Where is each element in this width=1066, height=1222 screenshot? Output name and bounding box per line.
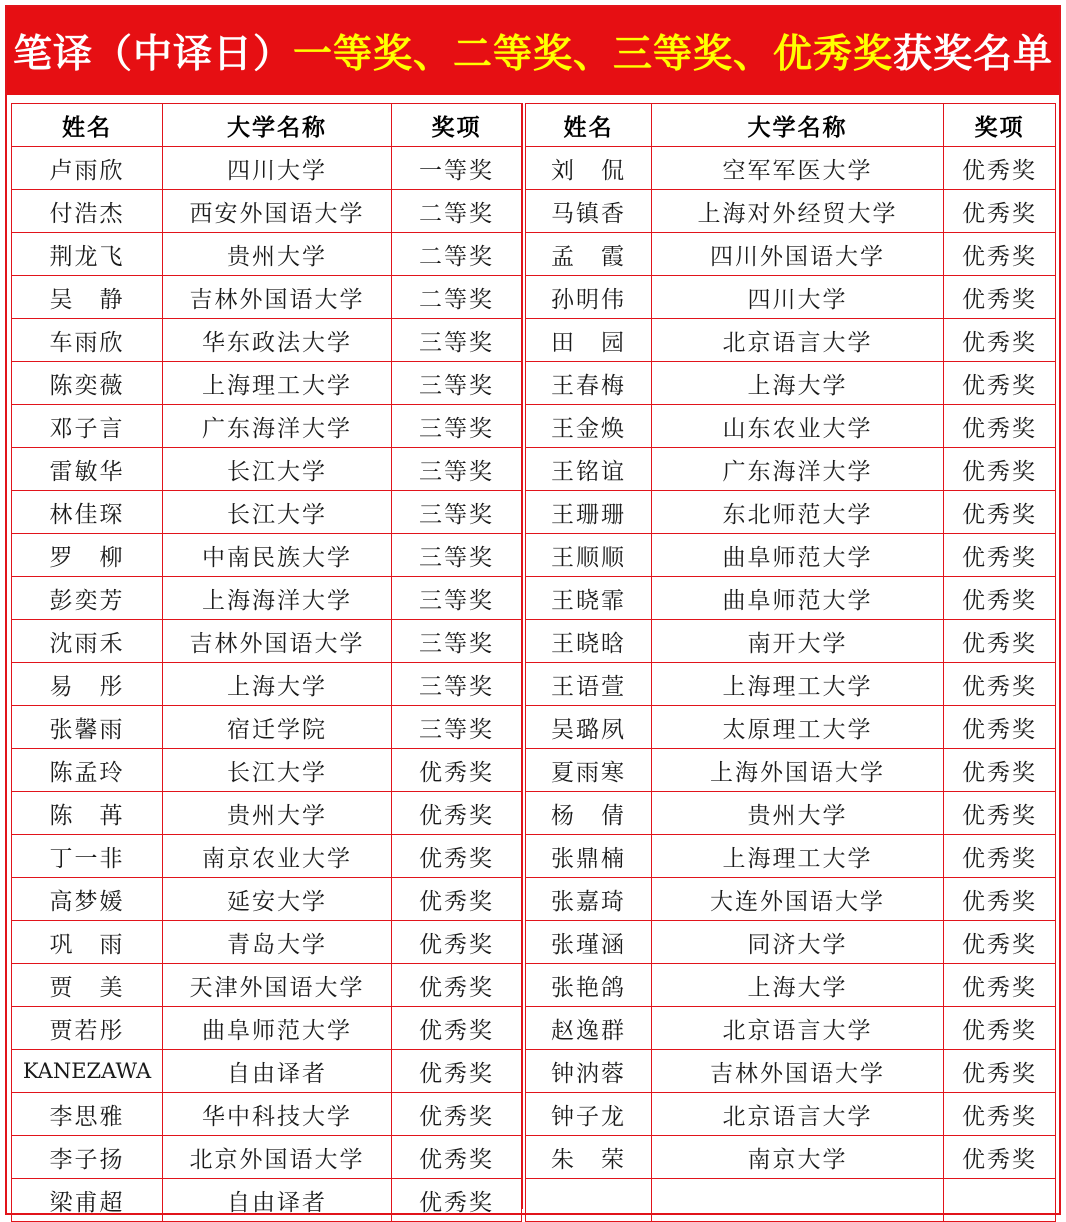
cell-university: 空军军医大学: [652, 147, 944, 190]
cell-university: 长江大学: [163, 448, 392, 491]
cell-university: 曲阜师范大学: [652, 577, 944, 620]
cell-university: 吉林外国语大学: [163, 276, 392, 319]
cell-award: 三等奖: [392, 663, 522, 706]
cell-name: 夏雨寒: [526, 749, 652, 792]
cell-award: 优秀奖: [944, 792, 1056, 835]
cell-university: 吉林外国语大学: [163, 620, 392, 663]
cell-university: 广东海洋大学: [163, 405, 392, 448]
cell-award: 优秀奖: [392, 1136, 522, 1179]
table-row: [12, 190, 522, 233]
cell-name: 张馨雨: [12, 706, 163, 749]
table-row: [526, 276, 1056, 319]
cell-name: 钟汭蓉: [526, 1050, 652, 1093]
cell-university: 大连外国语大学: [652, 878, 944, 921]
cell-university: 四川外国语大学: [652, 233, 944, 276]
right-header-row: [526, 104, 1056, 147]
cell-award: 优秀奖: [392, 964, 522, 1007]
cell-university: 华东政法大学: [163, 319, 392, 362]
cell-award: 优秀奖: [944, 1050, 1056, 1093]
cell-university: 上海大学: [652, 362, 944, 405]
cell-university: 延安大学: [163, 878, 392, 921]
cell-university: 宿迁学院: [163, 706, 392, 749]
table-row: [526, 620, 1056, 663]
column-divider: [521, 103, 523, 1209]
cell-name: 梁甫超: [12, 1179, 163, 1222]
table-row: [12, 577, 522, 620]
cell-name: 林佳琛: [12, 491, 163, 534]
cell-award: 优秀奖: [944, 577, 1056, 620]
cell-award: 三等奖: [392, 534, 522, 577]
cell-university: 贵州大学: [652, 792, 944, 835]
cell-university: 上海大学: [163, 663, 392, 706]
cell-university: 北京语言大学: [652, 1007, 944, 1050]
table-row: [526, 448, 1056, 491]
table-row: [12, 1136, 522, 1179]
table-row: [12, 921, 522, 964]
cell-award: 优秀奖: [392, 749, 522, 792]
cell-name: [526, 1179, 652, 1222]
cell-award: 优秀奖: [944, 319, 1056, 362]
cell-award: 三等奖: [392, 577, 522, 620]
header-name: 姓名: [12, 104, 163, 147]
header-award: 奖项: [944, 104, 1056, 147]
cell-name: 荆龙飞: [12, 233, 163, 276]
cell-award: 优秀奖: [392, 921, 522, 964]
cell-award: 一等奖: [392, 147, 522, 190]
cell-name: KANEZAWA: [12, 1050, 163, 1093]
table-row: [526, 319, 1056, 362]
table-row: [12, 233, 522, 276]
cell-award: 优秀奖: [944, 620, 1056, 663]
cell-name: 沈雨禾: [12, 620, 163, 663]
table-row: [526, 706, 1056, 749]
award-tables: [7, 95, 1059, 1216]
cell-university: 南京大学: [652, 1136, 944, 1179]
table-row: [526, 964, 1056, 1007]
cell-award: 三等奖: [392, 319, 522, 362]
cell-award: 优秀奖: [944, 233, 1056, 276]
table-row: [526, 792, 1056, 835]
cell-name: 罗 柳: [12, 534, 163, 577]
cell-award: 二等奖: [392, 190, 522, 233]
cell-award: 二等奖: [392, 276, 522, 319]
cell-university: 四川大学: [163, 147, 392, 190]
table-row: [12, 1007, 522, 1050]
table-row: [526, 921, 1056, 964]
cell-name: 巩 雨: [12, 921, 163, 964]
cell-name: 高梦媛: [12, 878, 163, 921]
title-prefix: 笔译（中译日）: [12, 31, 293, 77]
cell-name: 张艳鸽: [526, 964, 652, 1007]
cell-university: 华中科技大学: [163, 1093, 392, 1136]
cell-name: 王珊珊: [526, 491, 652, 534]
table-row: [526, 362, 1056, 405]
cell-university: 山东农业大学: [652, 405, 944, 448]
table-row: [526, 1050, 1056, 1093]
table-row: [12, 1050, 522, 1093]
table-row: [526, 749, 1056, 792]
cell-award: 优秀奖: [392, 878, 522, 921]
cell-award: 三等奖: [392, 362, 522, 405]
cell-name: 贾 美: [12, 964, 163, 1007]
cell-university: 北京语言大学: [652, 1093, 944, 1136]
cell-name: 赵逸群: [526, 1007, 652, 1050]
table-row: [12, 964, 522, 1007]
title-banner: [7, 7, 1059, 95]
cell-name: 李子扬: [12, 1136, 163, 1179]
cell-name: 陈孟玲: [12, 749, 163, 792]
document-frame: [5, 5, 1061, 1215]
cell-university: 自由译者: [163, 1179, 392, 1222]
cell-award: 优秀奖: [944, 1136, 1056, 1179]
cell-university: 吉林外国语大学: [652, 1050, 944, 1093]
cell-award: 优秀奖: [944, 491, 1056, 534]
cell-award: 优秀奖: [944, 921, 1056, 964]
cell-name: 易 彤: [12, 663, 163, 706]
cell-award: 优秀奖: [944, 964, 1056, 1007]
table-row: [526, 190, 1056, 233]
table-row: [526, 663, 1056, 706]
table-row: [12, 491, 522, 534]
table-row: [12, 448, 522, 491]
left-table-body: [12, 147, 522, 1222]
cell-university: 上海海洋大学: [163, 577, 392, 620]
cell-name: 车雨欣: [12, 319, 163, 362]
cell-award: 优秀奖: [944, 147, 1056, 190]
left-award-table: [11, 103, 522, 1222]
cell-name: 钟子龙: [526, 1093, 652, 1136]
table-row: [526, 577, 1056, 620]
table-row: [526, 405, 1056, 448]
cell-name: 吴璐夙: [526, 706, 652, 749]
table-row: [526, 534, 1056, 577]
cell-award: 优秀奖: [944, 1093, 1056, 1136]
cell-university: 青岛大学: [163, 921, 392, 964]
cell-award: 优秀奖: [944, 534, 1056, 577]
cell-award: 优秀奖: [392, 1007, 522, 1050]
table-row: [12, 405, 522, 448]
table-row: [12, 663, 522, 706]
table-row: [12, 835, 522, 878]
cell-name: 李思雅: [12, 1093, 163, 1136]
cell-university: [652, 1179, 944, 1222]
table-row: [526, 491, 1056, 534]
cell-name: 王春梅: [526, 362, 652, 405]
cell-name: 王顺顺: [526, 534, 652, 577]
cell-university: 北京外国语大学: [163, 1136, 392, 1179]
cell-university: 上海理工大学: [652, 663, 944, 706]
cell-award: 二等奖: [392, 233, 522, 276]
table-row: [526, 1007, 1056, 1050]
table-row: [526, 147, 1056, 190]
cell-award: 三等奖: [392, 706, 522, 749]
header-award: 奖项: [392, 104, 522, 147]
table-row: [12, 534, 522, 577]
cell-award: 优秀奖: [392, 1179, 522, 1222]
cell-name: 张嘉琦: [526, 878, 652, 921]
cell-award: 优秀奖: [944, 448, 1056, 491]
cell-university: 北京语言大学: [652, 319, 944, 362]
table-row: [526, 878, 1056, 921]
cell-award: 三等奖: [392, 448, 522, 491]
cell-name: 陈奕薇: [12, 362, 163, 405]
table-row: [12, 706, 522, 749]
cell-name: 王铭谊: [526, 448, 652, 491]
cell-name: 贾若彤: [12, 1007, 163, 1050]
cell-university: 太原理工大学: [652, 706, 944, 749]
cell-name: 张瑾涵: [526, 921, 652, 964]
cell-name: 陈 苒: [12, 792, 163, 835]
table-row: [526, 233, 1056, 276]
cell-university: 上海理工大学: [652, 835, 944, 878]
cell-university: 贵州大学: [163, 233, 392, 276]
table-row: [12, 620, 522, 663]
cell-name: 丁一非: [12, 835, 163, 878]
cell-university: 东北师范大学: [652, 491, 944, 534]
table-row: [12, 1093, 522, 1136]
header-university: 大学名称: [163, 104, 392, 147]
cell-award: 优秀奖: [944, 362, 1056, 405]
table-row: [526, 1136, 1056, 1179]
cell-university: 长江大学: [163, 749, 392, 792]
cell-university: 广东海洋大学: [652, 448, 944, 491]
title-suffix: 获奖名单: [893, 31, 1054, 77]
cell-university: 南京农业大学: [163, 835, 392, 878]
cell-university: 南开大学: [652, 620, 944, 663]
cell-name: 付浩杰: [12, 190, 163, 233]
cell-university: 贵州大学: [163, 792, 392, 835]
cell-name: 田 园: [526, 319, 652, 362]
table-row: [12, 792, 522, 835]
cell-award: 三等奖: [392, 620, 522, 663]
cell-name: 马镇香: [526, 190, 652, 233]
cell-name: 王金焕: [526, 405, 652, 448]
cell-university: 天津外国语大学: [163, 964, 392, 1007]
cell-name: 张鼎楠: [526, 835, 652, 878]
table-row: [12, 319, 522, 362]
table-row: [12, 749, 522, 792]
cell-award: 三等奖: [392, 491, 522, 534]
cell-award: 优秀奖: [944, 405, 1056, 448]
cell-university: 上海外国语大学: [652, 749, 944, 792]
cell-university: 西安外国语大学: [163, 190, 392, 233]
cell-award: 优秀奖: [944, 1007, 1056, 1050]
table-row: [526, 835, 1056, 878]
cell-award: 三等奖: [392, 405, 522, 448]
cell-name: 王晓霏: [526, 577, 652, 620]
cell-name: 邓子言: [12, 405, 163, 448]
cell-university: 上海大学: [652, 964, 944, 1007]
cell-award: 优秀奖: [392, 1093, 522, 1136]
header-university: 大学名称: [652, 104, 944, 147]
table-row: [526, 1093, 1056, 1136]
table-row: [12, 878, 522, 921]
cell-name: 王晓晗: [526, 620, 652, 663]
cell-university: 同济大学: [652, 921, 944, 964]
table-row: [12, 276, 522, 319]
cell-name: 朱 荣: [526, 1136, 652, 1179]
cell-award: 优秀奖: [944, 190, 1056, 233]
cell-university: 四川大学: [652, 276, 944, 319]
cell-award: 优秀奖: [944, 276, 1056, 319]
cell-award: 优秀奖: [392, 792, 522, 835]
cell-award: 优秀奖: [392, 1050, 522, 1093]
cell-name: 王语萱: [526, 663, 652, 706]
cell-university: 自由译者: [163, 1050, 392, 1093]
right-award-table: [525, 103, 1056, 1222]
cell-name: 刘 侃: [526, 147, 652, 190]
cell-university: 曲阜师范大学: [163, 1007, 392, 1050]
cell-name: 卢雨欣: [12, 147, 163, 190]
cell-award: 优秀奖: [944, 749, 1056, 792]
cell-university: 曲阜师范大学: [652, 534, 944, 577]
table-row: [12, 1179, 522, 1222]
title-highlight: 一等奖、二等奖、三等奖、优秀奖: [292, 31, 893, 77]
cell-award: 优秀奖: [392, 835, 522, 878]
cell-name: 雷敏华: [12, 448, 163, 491]
cell-award: 优秀奖: [944, 878, 1056, 921]
cell-name: 彭奕芳: [12, 577, 163, 620]
table-row: [12, 147, 522, 190]
cell-university: 中南民族大学: [163, 534, 392, 577]
header-name: 姓名: [526, 104, 652, 147]
cell-name: 孙明伟: [526, 276, 652, 319]
left-header-row: [12, 104, 522, 147]
cell-award: 优秀奖: [944, 706, 1056, 749]
cell-university: 上海对外经贸大学: [652, 190, 944, 233]
cell-award: [944, 1179, 1056, 1222]
cell-university: 上海理工大学: [163, 362, 392, 405]
cell-university: 长江大学: [163, 491, 392, 534]
right-table-body: [526, 147, 1056, 1222]
cell-name: 吴 静: [12, 276, 163, 319]
table-row: [12, 362, 522, 405]
cell-award: 优秀奖: [944, 663, 1056, 706]
cell-name: 孟 霞: [526, 233, 652, 276]
table-row: [526, 1179, 1056, 1222]
cell-award: 优秀奖: [944, 835, 1056, 878]
cell-name: 杨 倩: [526, 792, 652, 835]
